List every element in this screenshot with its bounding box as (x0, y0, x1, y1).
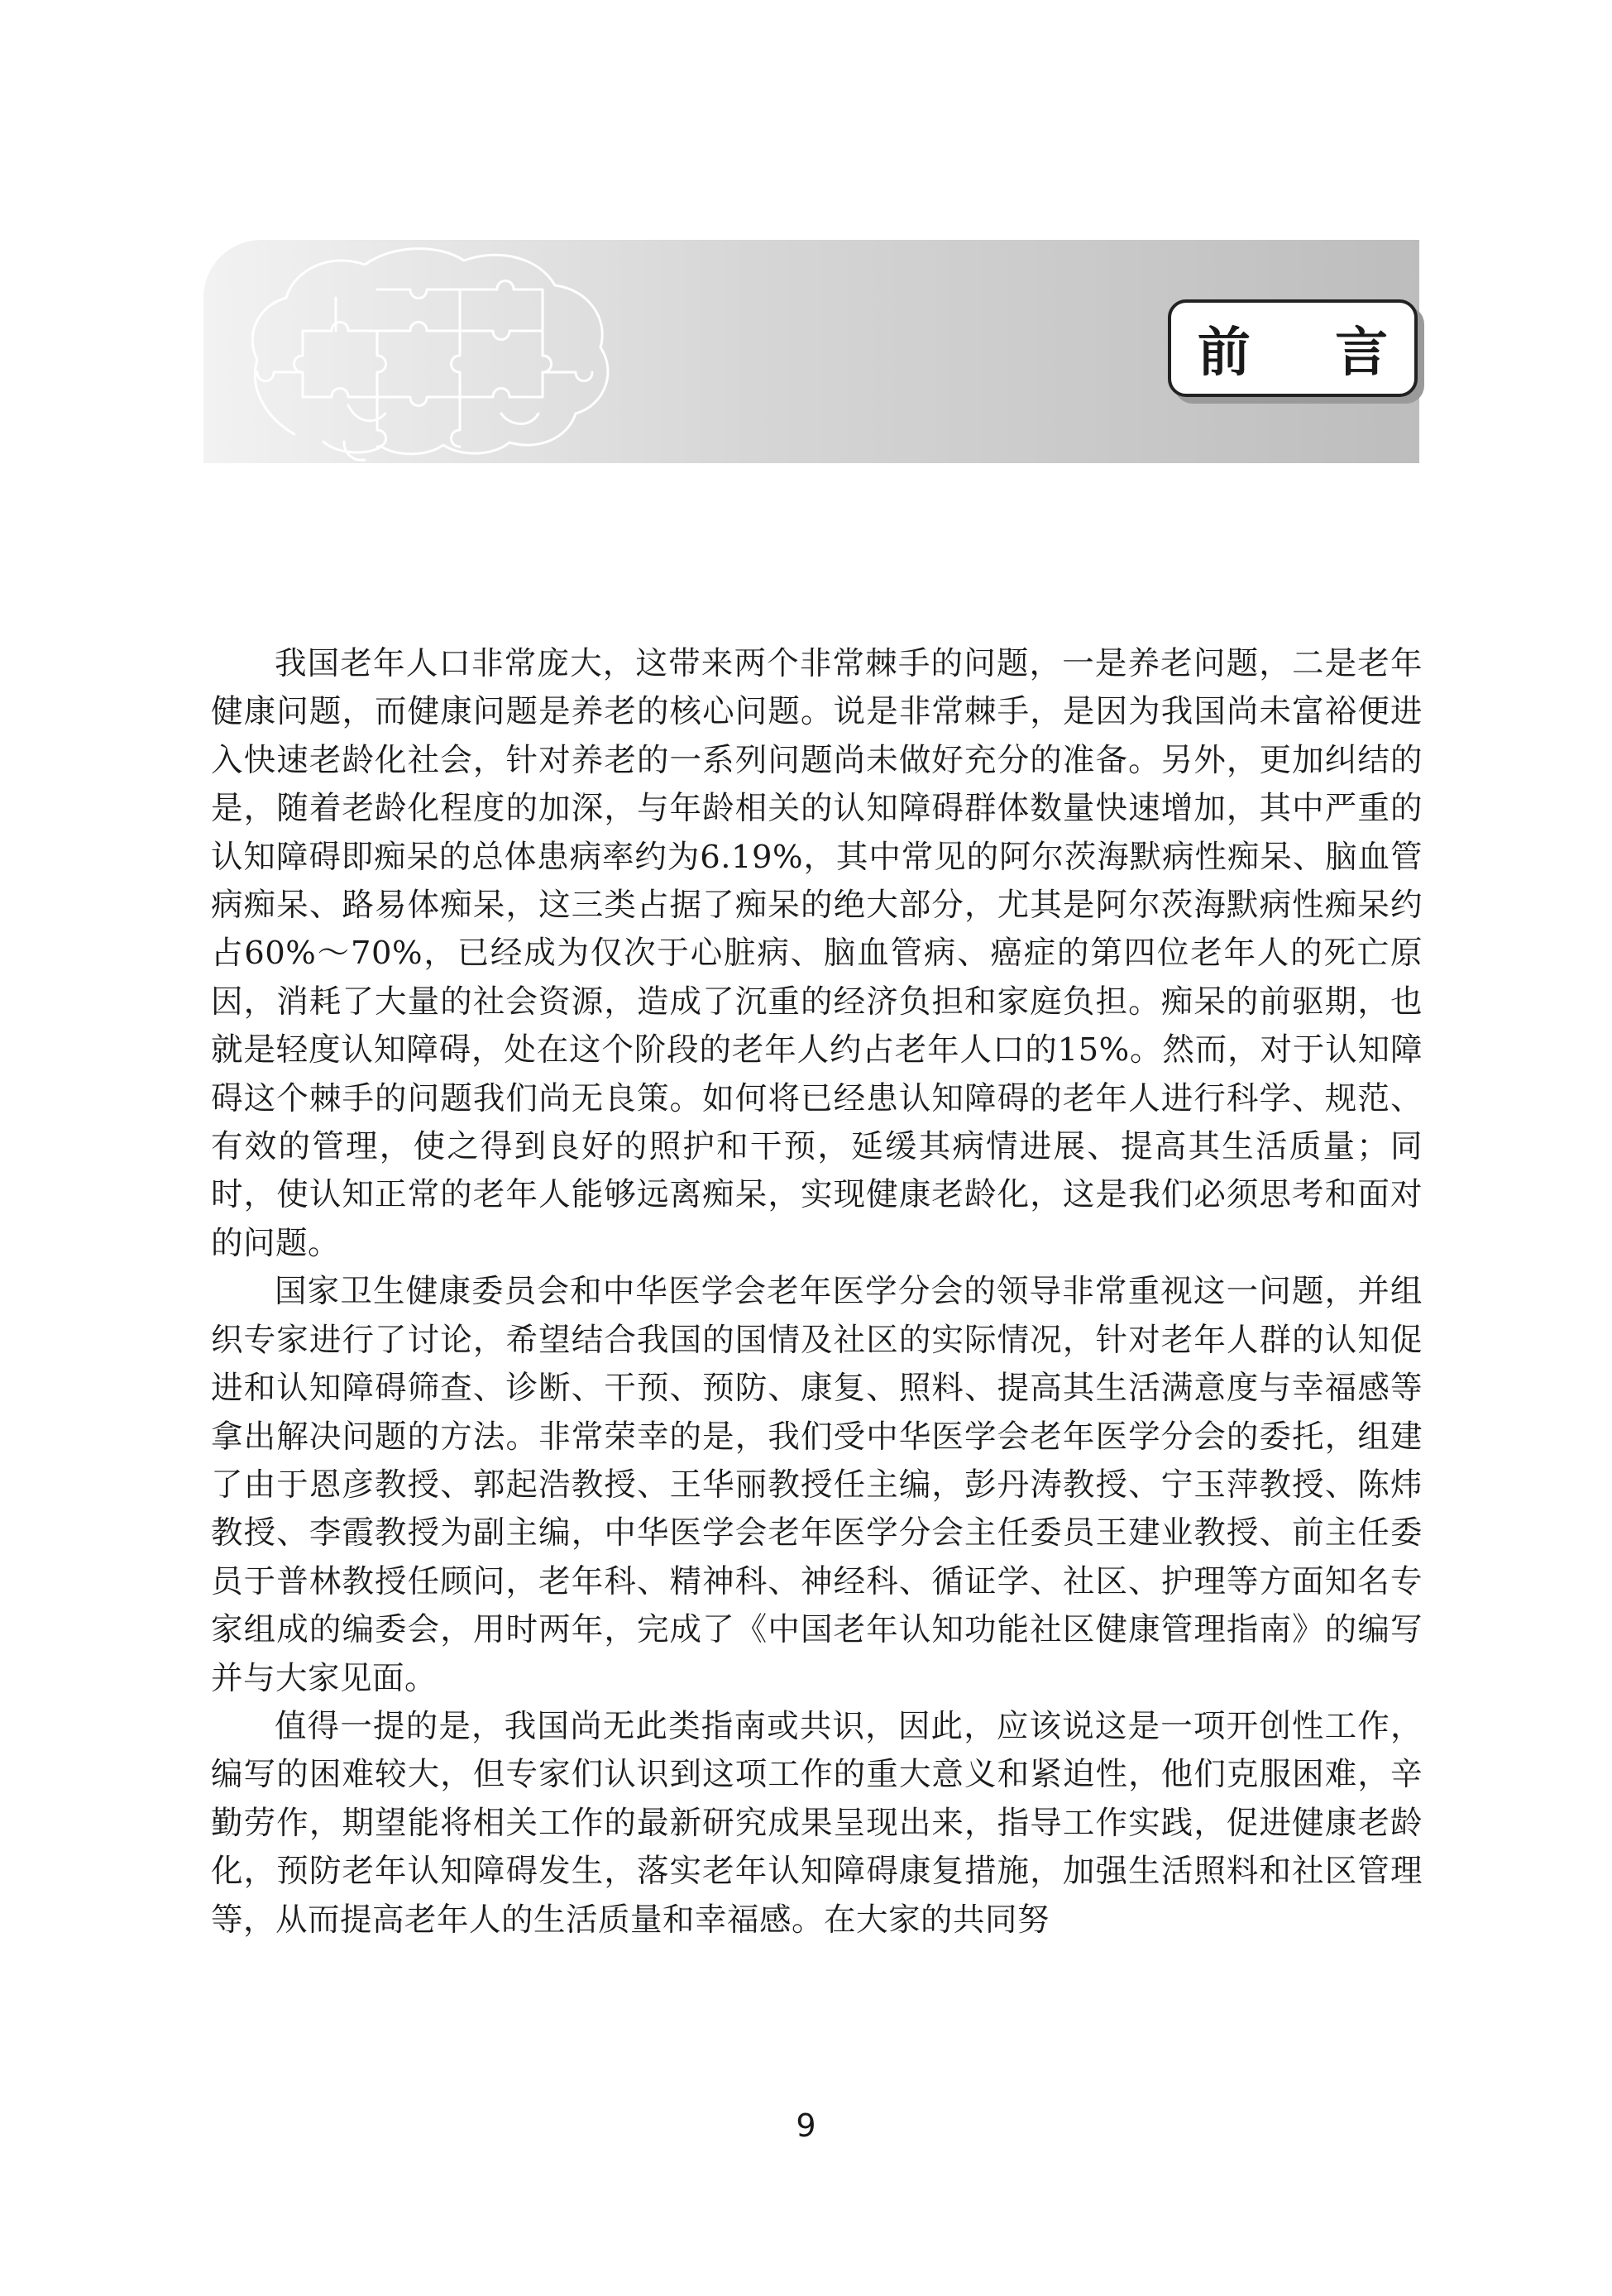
chapter-title: 前 言 (1197, 323, 1422, 384)
paragraph-3: 值得一提的是，我国尚无此类指南或共识，因此，应该说这是一项开创性工作，编写的困难较大，但专家们认识到这项工作的重大意义和紧迫性，他们克服困难，辛勤劳作，期望能将相关工作的最新研究成果呈现出来，指导工作实践，促进健康老龄化，预防老年认知障碍发生，落实老年认知障碍康复措施，加强生活照料和社区管理等，从而提高老年人的生活质量和幸福感。在大家的共同努 (211, 1707, 1423, 1939)
preface-body (211, 640, 1423, 1944)
paragraph-1: 我国老年人口非常庞大，这带来两个非常棘手的问题，一是养老问题，二是老年健康问题，而健康问题是养老的核心问题。说是非常棘手，是因为我国尚未富裕便进入快速老龄化社会，针对养老的一系列问题尚未做好充分的准备。另外，更加纠结的是，随着老龄化程度的加深，与年龄相关的认知障碍群体数量快速增加，其中严重的认知障碍即痴呆的总体患病率约为6.19%，其中常见的阿尔茨海默病性痴呆、脑血管病痴呆、路易体痴呆，这三类占据了痴呆的绝大部分，尤其是阿尔茨海默病性痴呆约占60%～70%，已经成为仅次于心脏病、脑血管病、癌症的第四位老年人的死亡原因，消耗了大量的社会资源，造成了沉重的经济负担和家庭负担。痴呆的前驱期，也就是轻度认知障碍，处在这个阶段的老年人约占老年人口的15%。然而，对于认知障碍这个棘手的问题我们尚无良策。如何将已经患认知障碍的老年人进行科学、规范、有效的管理，使之得到良好的照护和干预，延缓其病情进展、提高其生活质量；同时，使认知正常的老年人能够远离痴呆，实现健康老龄化，这是我们必须思考和面对的问题。 (211, 645, 1423, 1262)
chapter-title-box (1168, 299, 1422, 397)
paragraph-2: 国家卫生健康委员会和中华医学会老年医学分会的领导非常重视这一问题，并组织专家进行了讨论，希望结合我国的国情及社区的实际情况，针对老年人群的认知促进和认知障碍筛查、诊断、干预、预防、康复、照料、提高其生活满意度与幸福感等拿出解决问题的方法。非常荣幸的是，我们受中华医学会老年医学分会的委托，组建了由于恩彦教授、郭起浩教授、王华丽教授任主编，彭丹涛教授、宁玉萍教授、陈炜教授、李霞教授为副主编，中华医学会老年医学分会主任委员王建业教授、前主任委员于普林教授任顾问，老年科、精神科、神经科、循证学、社区、护理等方面知名专家组成的编委会，用时两年，完成了《中国老年认知功能社区健康管理指南》的编写并与大家见面。 (211, 1273, 1423, 1697)
puzzle-brain-icon (220, 240, 683, 463)
page-number: 9 (796, 2107, 816, 2144)
